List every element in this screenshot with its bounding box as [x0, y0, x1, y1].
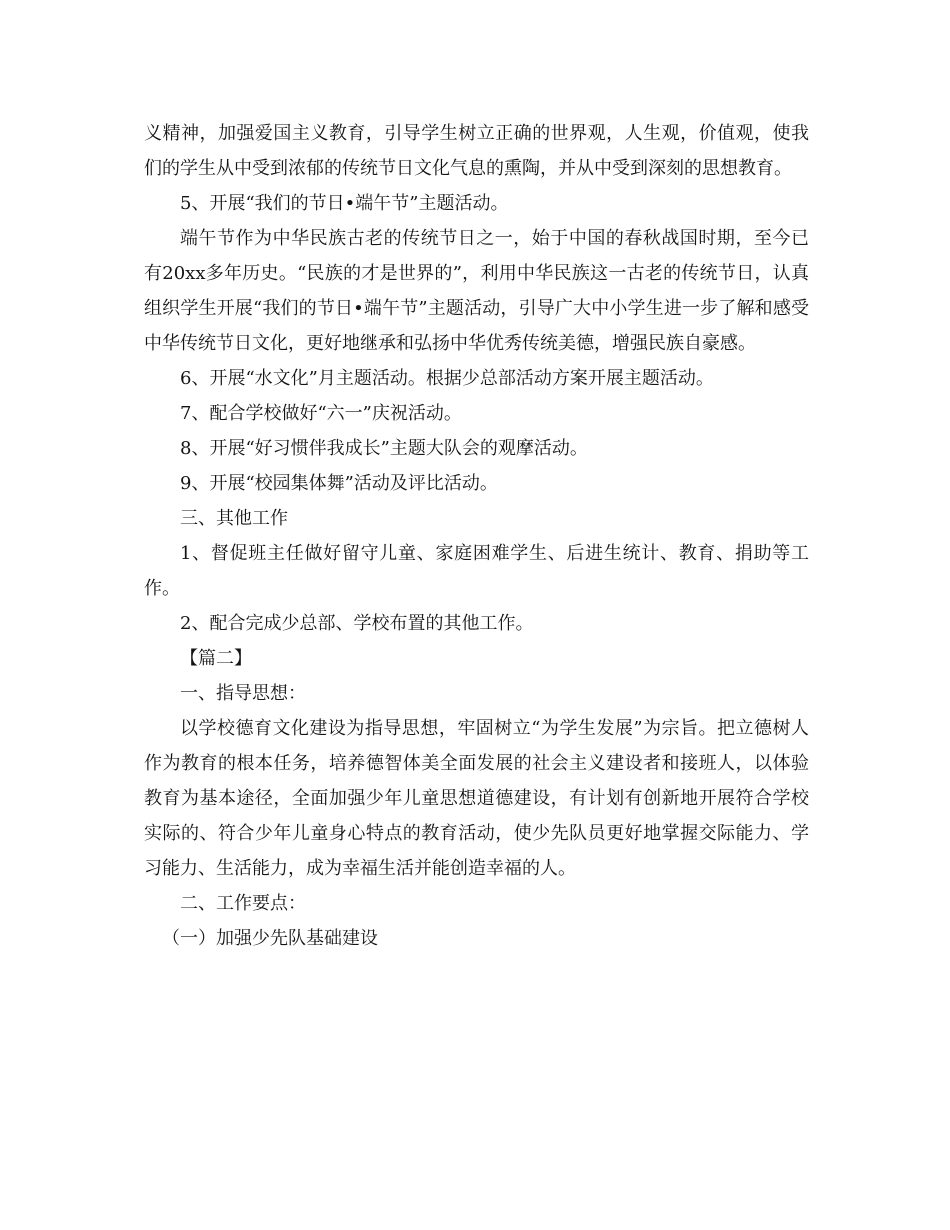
section-heading-work-points: 二、工作要点：: [180, 893, 306, 914]
paragraph-other-2: 2、配合完成少总部、学校布置的其他工作。: [180, 613, 534, 634]
section-heading-other-work: 三、其他工作: [180, 508, 288, 529]
section-heading-guiding-thought: 一、指导思想：: [180, 683, 306, 704]
paragraph-item-6: 6、开展“水文化”月主题活动。根据少总部活动方案开展主题活动。: [180, 368, 714, 389]
paragraph-continuation: 义精神，加强爱国主义教育，引导学生树立正确的世界观，人生观，价值观，使我们的学生从中受到浓郁的传统节日文化气息的熏陶，并从中受到深刻的思想教育。: [144, 123, 809, 179]
subsection-heading-foundation: （一）加强少先队基础建设: [162, 928, 378, 949]
paragraph-item-7: 7、配合学校做好“六一”庆祝活动。: [180, 403, 462, 424]
paragraph-dragon-boat: 端午节作为中华民族古老的传统节日之一，始于中国的春秋战国时期，至今已有20xx多年历史。“民族的才是世界的”，利用中华民族这一古老的传统节日，认真组织学生开展“我们的节日•端午节”主题活动，引导广大中小学生进一步了解和感受中华传统节日文化，更好地继承和弘扬中华优秀传统美德，增强民族自豪感。: [144, 228, 809, 354]
document-body: [144, 116, 809, 956]
part-heading-two: 【篇二】: [180, 648, 252, 669]
paragraph-guiding-thought: 以学校德育文化建设为指导思想，牢固树立“为学生发展”为宗旨。把立德树人作为教育的根本任务，培养德智体美全面发展的社会主义建设者和接班人，以体验教育为基本途径，全面加强少年儿童思想道德建设，有计划有创新地开展符合学校实际的、符合少年儿童身心特点的教育活动，使少先队员更好地掌握交际能力、学习能力、生活能力，成为幸福生活并能创造幸福的人。: [144, 718, 809, 879]
paragraph-item-5: 5、开展“我们的节日•端午节”主题活动。: [180, 193, 509, 214]
paragraph-other-1: 1、督促班主任做好留守儿童、家庭困难学生、后进生统计、教育、捐助等工作。: [144, 543, 809, 599]
paragraph-item-8: 8、开展“好习惯伴我成长”主题大队会的观摩活动。: [180, 438, 588, 459]
paragraph-item-9: 9、开展“校园集体舞”活动及评比活动。: [180, 473, 498, 494]
